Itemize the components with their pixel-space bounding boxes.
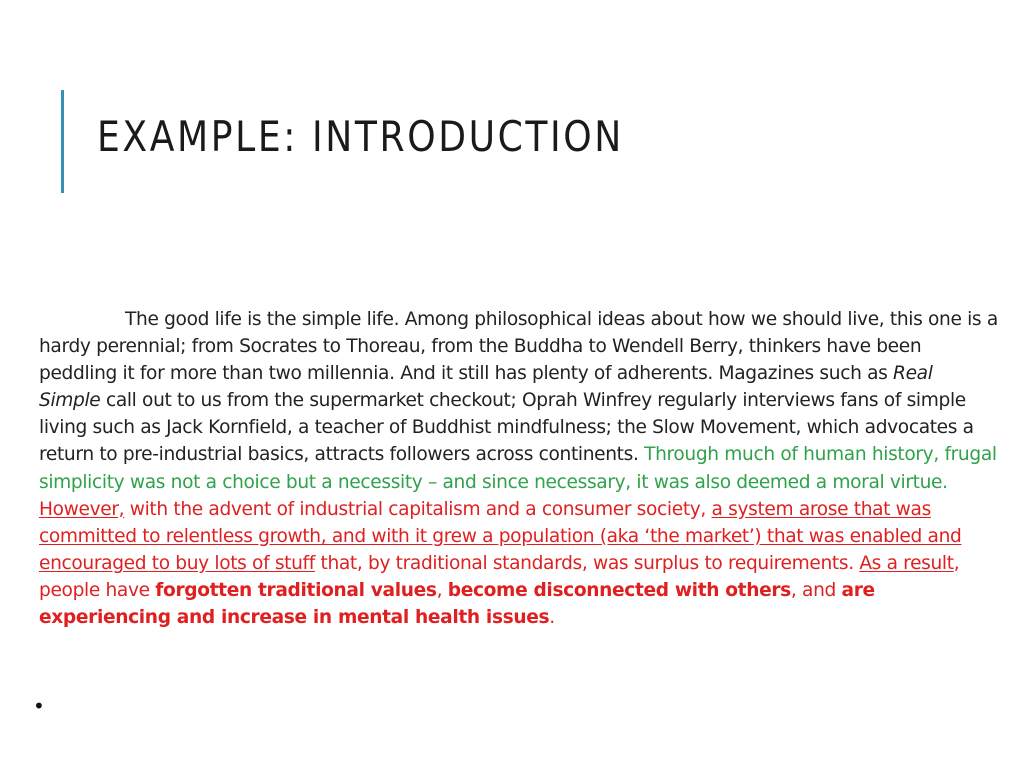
green-highlight-sentence: Through much of human history, frugal simplicity was not a choice but a necessity – and since necessary, it was also deemed a moral virtue. [39,444,997,493]
red-underline-as-a-result: As a result [859,552,954,574]
red-text-people-have: , people have [39,552,960,601]
body-paragraph [39,306,999,631]
magazine-title: Real Simple [39,363,933,412]
red-underline-however: However, [39,498,125,520]
red-underline-system: a system arose that was committed to relentless growth, and with it grew a population (aka ‘the market’) that was enabled and encouraged to buy lots of stuff [39,498,962,574]
bold-forgotten-values: forgotten traditional values [155,579,437,601]
red-text-comma: , [436,579,448,601]
red-text-period: . [549,607,555,629]
bold-disconnected: become disconnected with others [447,579,791,601]
bullet-point: • [33,694,45,718]
body-text-examples: call out to us from the supermarket checkout; Oprah Winfrey regularly interviews fans of simple living such as Jack Kornfield, a teacher of Buddhist mindfulness; the Slow Movement, which advocates a return to pre-industrial basics, attracts followers across continents. [39,390,974,466]
red-text-surplus: that, by traditional standards, was surplus to requirements. [314,552,860,574]
red-text-and: , and [790,579,842,601]
body-text-intro: The good life is the simple life. Among philosophical ideas about how we should live, this one is a hardy perennial; from Socrates to Thoreau, from the Buddha to Wendell Berry, thinkers have been peddling it for more than two millennia. And it still has plenty of adherents. Magazines such as [39,309,998,385]
bold-mental-health: are experiencing and increase in mental health issues [39,579,875,629]
title-accent-bar [61,90,64,193]
slide-title: EXAMPLE: INTRODUCTION [97,112,624,161]
red-text-advent: with the advent of industrial capitalism and a consumer society, [124,498,712,520]
